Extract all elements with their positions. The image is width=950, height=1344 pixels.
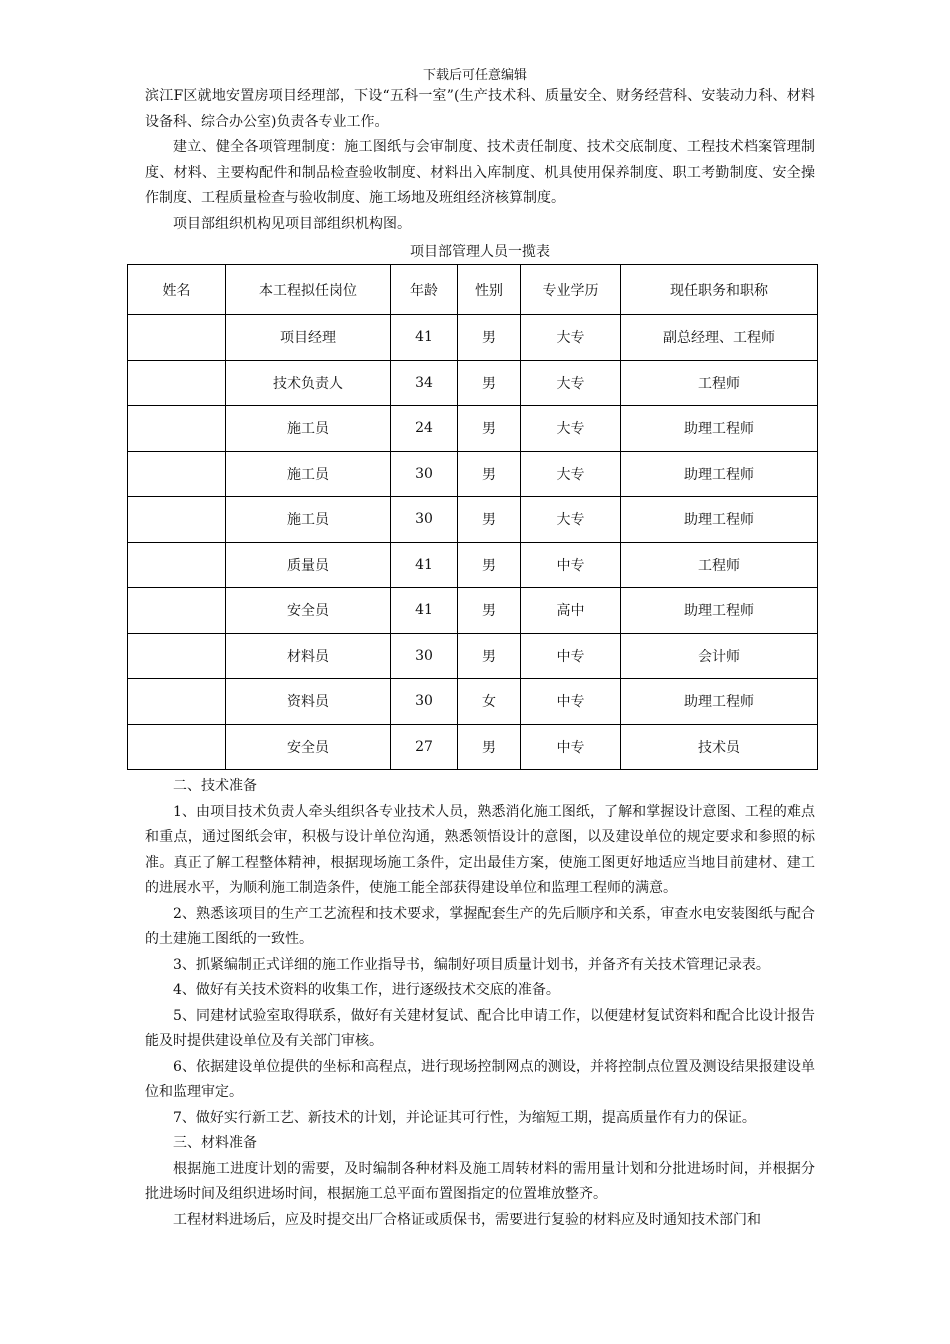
header-current-title: 现任职务和职称 bbox=[621, 265, 818, 315]
header-gender: 性别 bbox=[458, 265, 521, 315]
cell-position: 材料员 bbox=[226, 633, 391, 679]
cell-name bbox=[128, 542, 226, 588]
cell-position: 资料员 bbox=[226, 679, 391, 725]
cell-education: 中专 bbox=[521, 542, 621, 588]
cell-position: 项目经理 bbox=[226, 315, 391, 361]
cell-gender: 男 bbox=[458, 451, 521, 497]
table-row bbox=[128, 542, 818, 588]
cell-age: 30 bbox=[391, 497, 458, 543]
paragraph: 1、由项目技术负责人牵头组织各专业技术人员，熟悉消化施工图纸，了解和掌握设计意图、工程的难点和重点，通过图纸会审，积极与设计单位沟通，熟悉领悟设计的意图，以及建设单位的规定要求和参照的标准。真正了解工程整体精神，根据现场施工条件，定出最佳方案，使施工图更好地适应当地目前建材、建工的进展水平，为顺利施工制造条件，使施工能全部获得建设单位和监理工程师的满意。 bbox=[145, 803, 815, 896]
paragraph: 根据施工进度计划的需要，及时编制各种材料及施工周转材料的需用量计划和分批进场时间，并根据分批进场时间及组织进场时间，根据施工总平面布置图指定的位置堆放整齐。 bbox=[145, 1160, 815, 1202]
cell-education: 大专 bbox=[521, 315, 621, 361]
staff-table bbox=[127, 264, 818, 770]
cell-current-title: 助理工程师 bbox=[621, 451, 818, 497]
header-age: 年龄 bbox=[391, 265, 458, 315]
paragraph: 7、做好实行新工艺、新技术的计划，并论证其可行性，为缩短工期，提高质量作有力的保证。 bbox=[173, 1109, 756, 1126]
cell-education: 大专 bbox=[521, 451, 621, 497]
cell-education: 大专 bbox=[521, 360, 621, 406]
cell-age: 41 bbox=[391, 588, 458, 634]
cell-name bbox=[128, 451, 226, 497]
paragraph: 二、技术准备 bbox=[173, 778, 257, 794]
table-row bbox=[128, 679, 818, 725]
cell-gender: 男 bbox=[458, 588, 521, 634]
paragraphs-after-table bbox=[145, 774, 815, 1233]
cell-education: 中专 bbox=[521, 633, 621, 679]
cell-position: 施工员 bbox=[226, 451, 391, 497]
cell-gender: 男 bbox=[458, 633, 521, 679]
table-row bbox=[128, 588, 818, 634]
table-row bbox=[128, 451, 818, 497]
paragraph: 工程材料进场后，应及时提交出厂合格证或质保书，需要进行复验的材料应及时通知技术部门和 bbox=[173, 1211, 761, 1228]
cell-gender: 男 bbox=[458, 724, 521, 770]
paragraph: 4、做好有关技术资料的收集工作，进行逐级技术交底的准备。 bbox=[173, 982, 560, 998]
table-caption: 项目部管理人员一揽表 bbox=[410, 244, 550, 260]
header-education: 专业学历 bbox=[521, 265, 621, 315]
table-row bbox=[128, 406, 818, 452]
cell-name bbox=[128, 406, 226, 452]
cell-current-title: 工程师 bbox=[621, 542, 818, 588]
cell-position: 施工员 bbox=[226, 406, 391, 452]
cell-current-title: 技术员 bbox=[621, 724, 818, 770]
paragraph: 6、依据建设单位提供的坐标和高程点，进行现场控制网点的测设，并将控制点位置及测设结果报建设单位和监理审定。 bbox=[145, 1058, 815, 1100]
paragraph: 3、抓紧编制正式详细的施工作业指导书，编制好项目质量计划书，并备齐有关技术管理记录表。 bbox=[173, 956, 770, 973]
cell-gender: 女 bbox=[458, 679, 521, 725]
cell-gender: 男 bbox=[458, 542, 521, 588]
cell-education: 大专 bbox=[521, 497, 621, 543]
cell-gender: 男 bbox=[458, 360, 521, 406]
cell-position: 技术负责人 bbox=[226, 360, 391, 406]
cell-name bbox=[128, 315, 226, 361]
paragraph: 三、材料准备 bbox=[173, 1135, 257, 1151]
table-row bbox=[128, 360, 818, 406]
header-position: 本工程拟任岗位 bbox=[226, 265, 391, 315]
cell-name bbox=[128, 497, 226, 543]
cell-name bbox=[128, 724, 226, 770]
cell-name bbox=[128, 360, 226, 406]
cell-current-title: 助理工程师 bbox=[621, 406, 818, 452]
cell-name bbox=[128, 588, 226, 634]
cell-education: 中专 bbox=[521, 724, 621, 770]
cell-age: 41 bbox=[391, 542, 458, 588]
cell-gender: 男 bbox=[458, 497, 521, 543]
header-name: 姓名 bbox=[128, 265, 226, 315]
paragraph: 建立、健全各项管理制度：施工图纸与会审制度、技术责任制度、技术交底制度、工程技术档案管理制度、材料、主要构配件和制品检查验收制度、材料出入库制度、机具使用保养制度、职工考勤制度、安全操作制度、工程质量检查与验收制度、施工场地及班组经济核算制度。 bbox=[145, 139, 815, 206]
paragraph: 项目部组织机构见项目部组织机构图。 bbox=[173, 215, 411, 232]
cell-current-title: 助理工程师 bbox=[621, 497, 818, 543]
cell-current-title: 会计师 bbox=[621, 633, 818, 679]
cell-name bbox=[128, 633, 226, 679]
cell-age: 41 bbox=[391, 315, 458, 361]
page-header-note: 下载后可任意编辑 bbox=[422, 68, 527, 83]
cell-gender: 男 bbox=[458, 406, 521, 452]
table-row bbox=[128, 724, 818, 770]
cell-education: 大专 bbox=[521, 406, 621, 452]
paragraph: 2、熟悉该项目的生产工艺流程和技术要求，掌握配套生产的先后顺序和关系，审查水电安装图纸与配合的土建施工图纸的一致性。 bbox=[145, 905, 815, 947]
cell-age: 30 bbox=[391, 633, 458, 679]
cell-age: 34 bbox=[391, 360, 458, 406]
cell-position: 施工员 bbox=[226, 497, 391, 543]
table-header-row bbox=[128, 265, 818, 315]
table-row bbox=[128, 315, 818, 361]
paragraph: 5、同建材试验室取得联系，做好有关建材复试、配合比申请工作，以便建材复试资料和配合比设计报告能及时提供建设单位及有关部门审核。 bbox=[145, 1007, 815, 1049]
paragraphs-before-table bbox=[145, 84, 815, 237]
table-row bbox=[128, 497, 818, 543]
cell-age: 24 bbox=[391, 406, 458, 452]
table-row bbox=[128, 633, 818, 679]
cell-age: 27 bbox=[391, 724, 458, 770]
cell-education: 高中 bbox=[521, 588, 621, 634]
cell-current-title: 助理工程师 bbox=[621, 588, 818, 634]
table-body bbox=[128, 315, 818, 770]
cell-position: 安全员 bbox=[226, 724, 391, 770]
cell-gender: 男 bbox=[458, 315, 521, 361]
cell-current-title: 助理工程师 bbox=[621, 679, 818, 725]
cell-position: 质量员 bbox=[226, 542, 391, 588]
cell-age: 30 bbox=[391, 679, 458, 725]
cell-current-title: 工程师 bbox=[621, 360, 818, 406]
cell-age: 30 bbox=[391, 451, 458, 497]
cell-position: 安全员 bbox=[226, 588, 391, 634]
paragraph: 滨江F区就地安置房项目经理部，下设“五科一室”(生产技术科、质量安全、财务经营科、安装动力科、材料设备科、综合办公室)负责各专业工作。 bbox=[145, 88, 815, 130]
cell-current-title: 副总经理、工程师 bbox=[621, 315, 818, 361]
cell-name bbox=[128, 679, 226, 725]
document-body bbox=[145, 84, 815, 1233]
cell-education: 中专 bbox=[521, 679, 621, 725]
